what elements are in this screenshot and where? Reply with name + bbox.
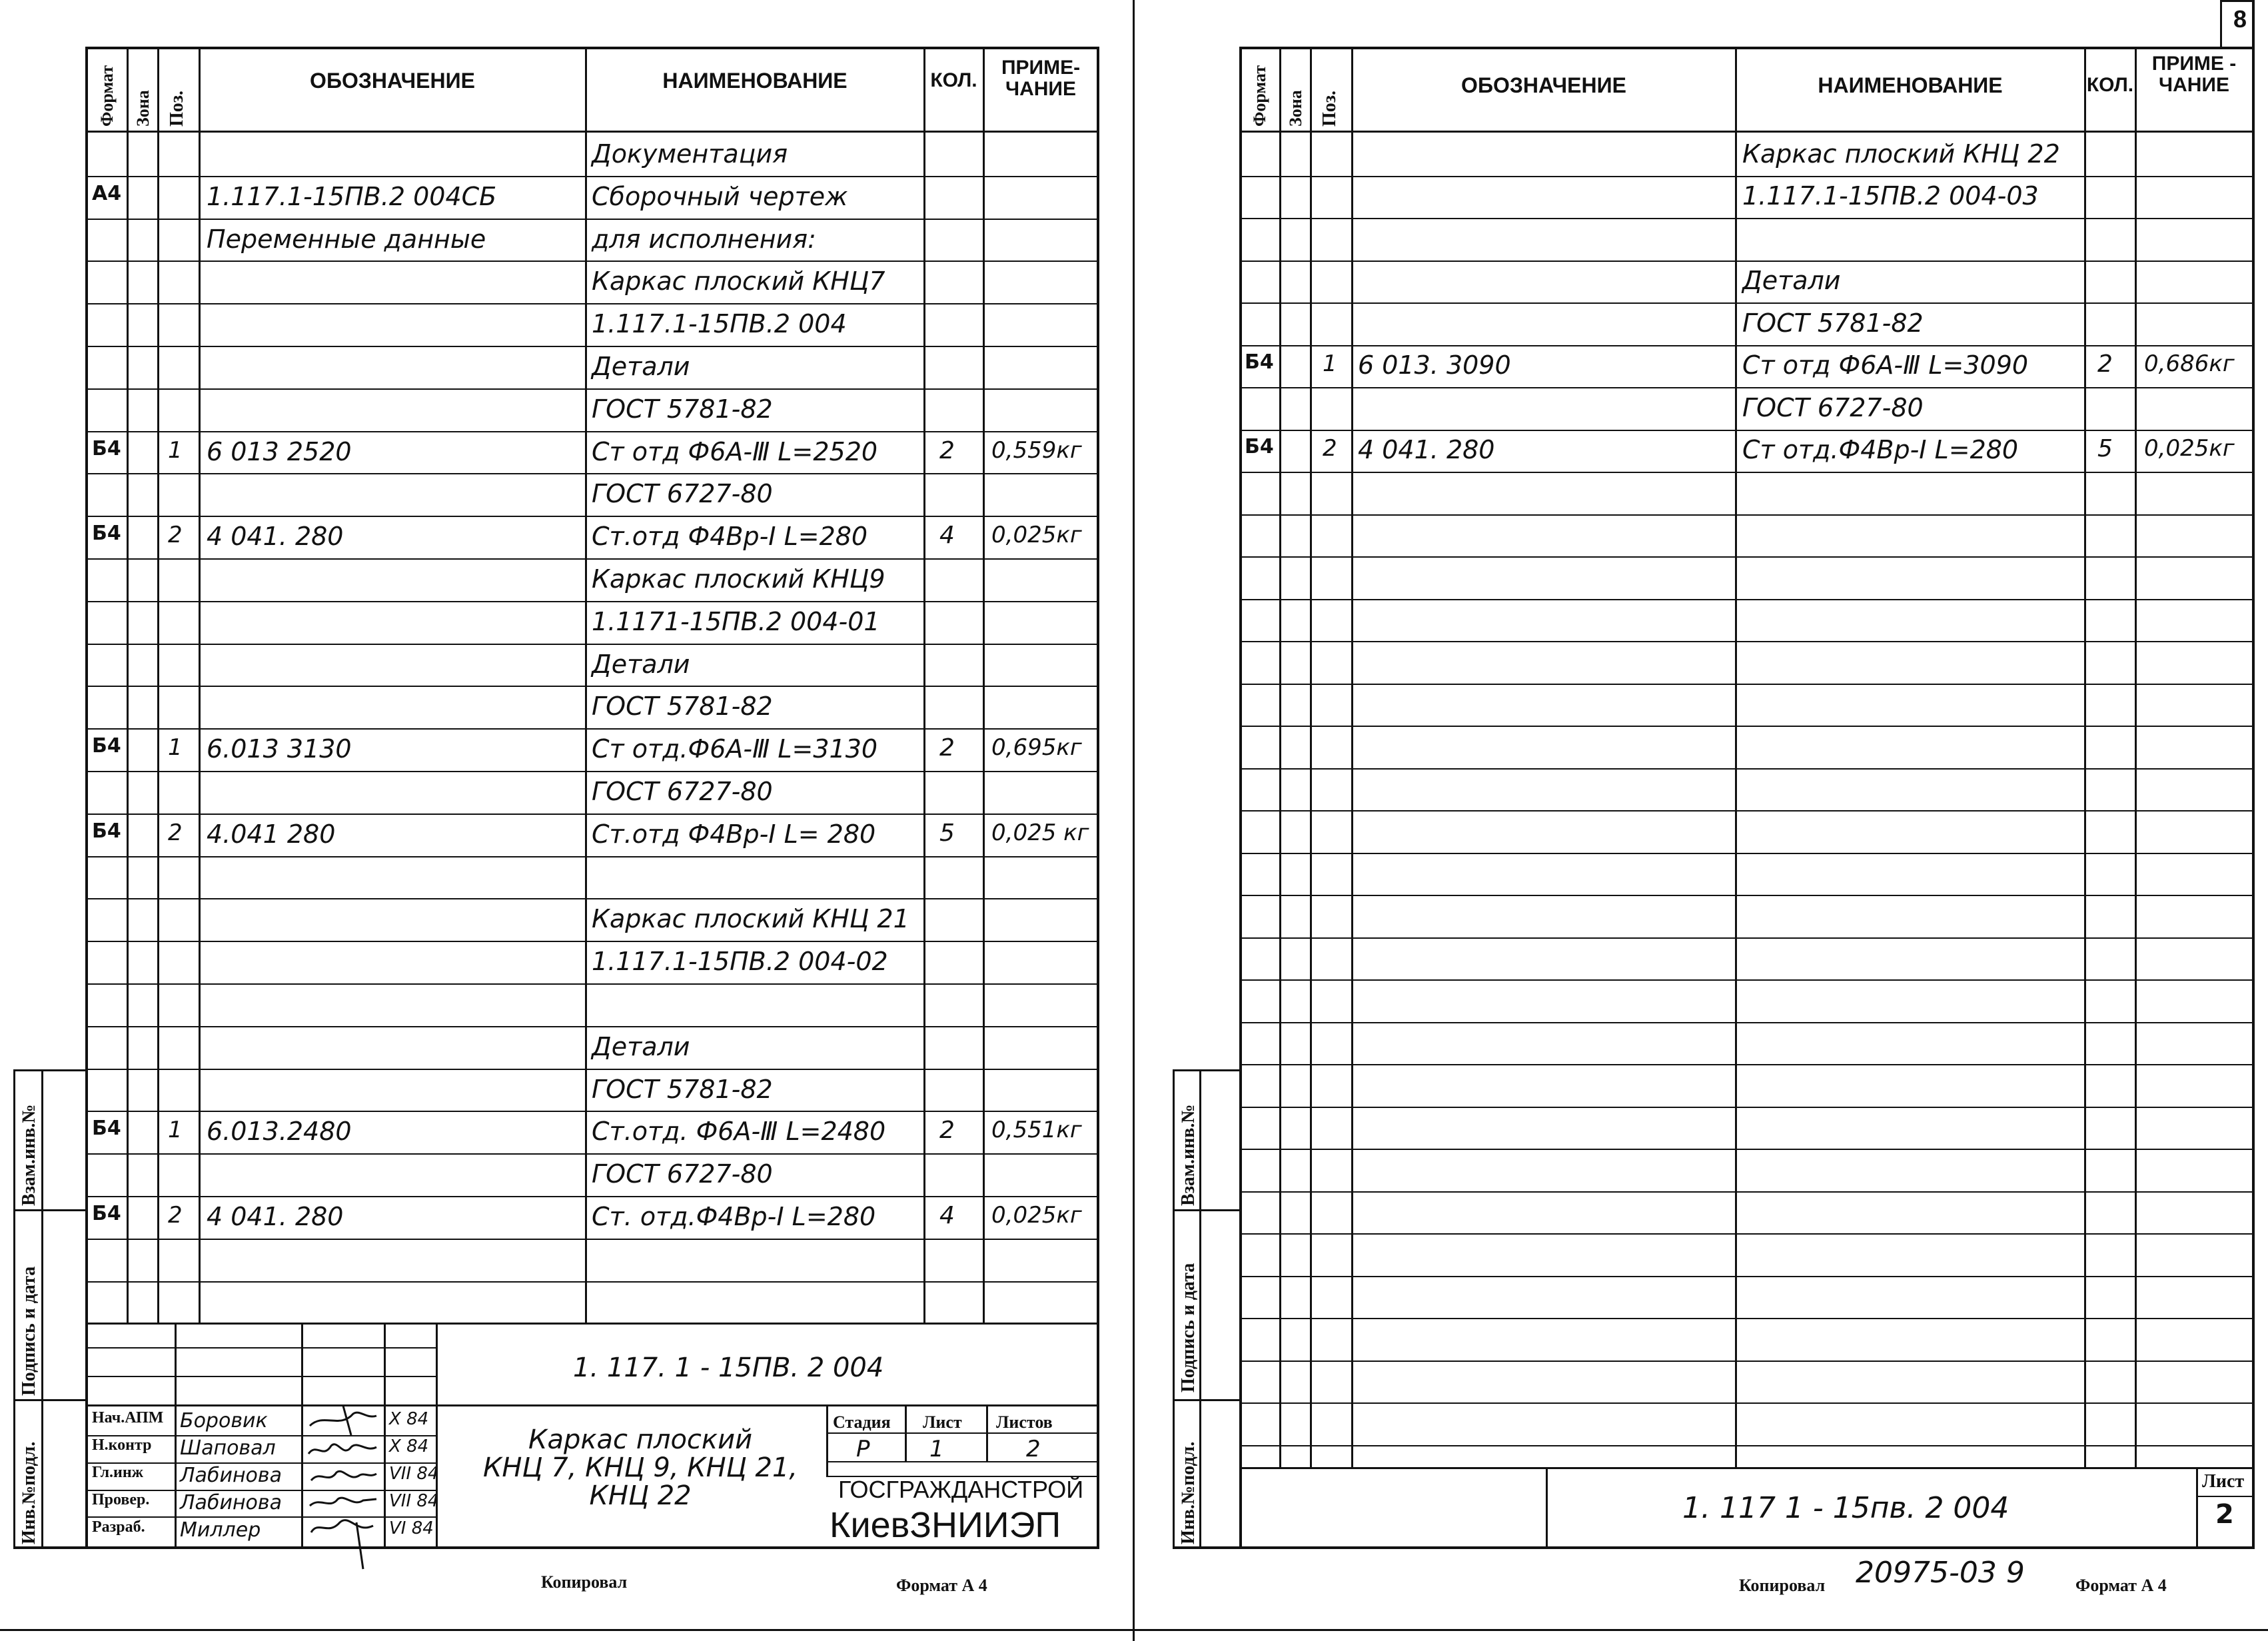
right-row-5-note: 0,686кг [2144, 350, 2235, 378]
right-archive-number: 20975-03 9 [1856, 1556, 2025, 1590]
r-col-pos-header: Поз. [1319, 90, 1340, 127]
approval-1-date: X 84 [389, 1436, 429, 1456]
right-copied: Копировал [1739, 1576, 1826, 1595]
r-col-designation-header: ОБОЗНАЧЕНИЕ [1461, 73, 1626, 97]
left-row-1-name: Сборочный чертеж [592, 181, 848, 211]
left-row-23-name: Ст.отд. Ф6А-Ⅲ L=2480 [592, 1117, 886, 1147]
left-row-24-name: ГОСТ 6727-80 [592, 1159, 773, 1189]
approval-0-name: Боровик [180, 1409, 268, 1432]
stage-label: Стадия [833, 1412, 891, 1432]
approval-0-date: X 84 [389, 1409, 429, 1429]
approval-2-role: Гл.инж [92, 1464, 144, 1481]
page-spine [1133, 0, 1135, 1641]
page-bottom-line [0, 1629, 2268, 1631]
right-row-3-name: Детали [1742, 266, 1841, 296]
r-col-qty-header: КОЛ. [2086, 74, 2134, 96]
left-row-7-qty: 2 [939, 436, 955, 464]
approval-2-date: VII 84 [389, 1464, 439, 1484]
right-row-5-qty: 2 [2097, 350, 2113, 378]
sheets-label: Листов [996, 1412, 1053, 1432]
right-row-7-pos: 2 [1323, 435, 1337, 462]
right-row-7-note: 0,025кг [2144, 435, 2235, 462]
left-stamp-title: Каркас плоский КНЦ 7, КНЦ 9, КНЦ 21, КНЦ 22 [483, 1424, 798, 1511]
right-row-1-name: 1.117.1-15ПВ.2 004-03 [1742, 181, 2039, 211]
sheet-label: Лист [923, 1412, 962, 1432]
org-name-2: КиевЗНИИЭП [830, 1505, 1061, 1545]
left-row-23-format: Б4 [92, 1117, 121, 1141]
left-row-18-name: Каркас плоский КНЦ 21 [592, 904, 909, 934]
col-pos-header: Поз. [167, 90, 187, 127]
right-format: Формат А 4 [2075, 1576, 2167, 1595]
approval-2-name: Лабинова [180, 1464, 282, 1487]
left-row-9-designation: 4 041. 280 [207, 522, 344, 552]
left-row-1-format: А4 [92, 181, 122, 205]
right-sheet-label: Лист [2202, 1471, 2245, 1492]
col-format-header: Формат [97, 65, 117, 127]
col-note-header: ПРИМЕ- ЧАНИЕ [1001, 57, 1081, 100]
left-row-16-format: Б4 [92, 819, 121, 843]
left-row-25-format: Б4 [92, 1201, 121, 1225]
left-copied: Копировал [541, 1572, 628, 1592]
left-row-9-name: Ст.отд Ф4Вр-Ⅰ L=280 [592, 522, 868, 552]
r-swap-inv-label: Взам.инв.№ [1178, 1104, 1199, 1206]
r-col-zone-header: Зона [1286, 90, 1305, 127]
left-row-23-designation: 6.013.2480 [207, 1117, 352, 1147]
left-row-7-designation: 6 013 2520 [207, 436, 352, 466]
left-row-14-designation: 6.013 3130 [207, 734, 352, 764]
page-number: 8 [2233, 5, 2247, 33]
left-row-23-qty: 2 [939, 1117, 955, 1145]
right-row-6-name: ГОСТ 6727-80 [1742, 392, 1924, 422]
col-designation-header: ОБОЗНАЧЕНИЕ [310, 69, 475, 93]
right-row-7-qty: 5 [2097, 435, 2113, 463]
left-row-16-note: 0,025 кг [991, 819, 1089, 846]
stage-value: Р [856, 1436, 870, 1462]
inv-orig-label: Инв.№подл. [19, 1441, 39, 1544]
left-row-7-note: 0,559кг [991, 436, 1082, 464]
left-row-14-pos: 1 [168, 734, 183, 762]
left-row-6-name: ГОСТ 5781-82 [592, 394, 773, 424]
left-row-2-designation: Переменные данные [207, 224, 486, 254]
left-row-5-name: Детали [592, 351, 690, 381]
left-row-12-name: Детали [592, 649, 690, 679]
left-row-23-pos: 1 [168, 1117, 183, 1144]
right-row-5-pos: 1 [1323, 350, 1337, 378]
left-row-9-pos: 2 [168, 522, 183, 549]
left-row-22-name: ГОСТ 5781-82 [592, 1074, 773, 1104]
swap-inv-label: Взам.инв.№ [19, 1104, 39, 1206]
right-stamp-doc-code: 1. 117 1 - 15пв. 2 004 [1682, 1491, 2009, 1525]
left-row-19-name: 1.117.1-15ПВ.2 004-02 [592, 947, 888, 977]
r-sign-date-label: Подпись и дата [1178, 1263, 1199, 1392]
left-row-0-name: Документация [592, 139, 788, 169]
r-inv-orig-label: Инв.№подл. [1178, 1441, 1199, 1544]
left-row-21-name: Детали [592, 1031, 690, 1061]
org-name-1: ГОСГРАЖДАНСТРОЙ [838, 1476, 1084, 1503]
left-row-16-pos: 2 [168, 819, 183, 846]
sign-date-label: Подпись и дата [19, 1266, 39, 1396]
approval-4-role: Разраб. [92, 1518, 145, 1536]
signatures [303, 1406, 386, 1572]
left-stamp-doc-code: 1. 117. 1 - 15ПВ. 2 004 [573, 1353, 884, 1383]
right-row-5-format: Б4 [1245, 350, 1274, 374]
left-row-8-name: ГОСТ 6727-80 [592, 479, 773, 509]
right-row-7-format: Б4 [1245, 435, 1274, 459]
approval-4-name: Миллер [180, 1518, 261, 1542]
right-row-7-name: Ст отд.Ф4Вр-Ⅰ L=280 [1742, 435, 2019, 465]
left-row-1-designation: 1.117.1-15ПВ.2 004СБ [207, 181, 497, 211]
left-row-3-name: Каркас плоский КНЦ7 [592, 267, 885, 296]
right-sheet-value: 2 [2215, 1499, 2234, 1530]
approval-3-role: Провер. [92, 1491, 150, 1508]
sheet-value: 1 [929, 1436, 944, 1462]
approval-4-date: VI 84 [389, 1518, 434, 1538]
r-col-note-header: ПРИМЕ - ЧАНИЕ [2151, 53, 2237, 96]
left-row-9-format: Б4 [92, 522, 121, 546]
left-row-14-format: Б4 [92, 734, 121, 758]
sheets-value: 2 [1026, 1436, 1041, 1462]
col-name-header: НАИМЕНОВАНИЕ [662, 69, 848, 93]
left-format: Формат А 4 [896, 1576, 987, 1595]
left-row-25-qty: 4 [939, 1201, 955, 1229]
left-row-9-note: 0,025кг [991, 522, 1082, 549]
r-col-name-header: НАИМЕНОВАНИЕ [1818, 73, 2003, 97]
left-row-16-name: Ст.отд Ф4Вр-Ⅰ L= 280 [592, 819, 876, 849]
left-row-10-name: Каркас плоский КНЦ9 [592, 564, 885, 594]
left-row-14-name: Ст отд.Ф6А-Ⅲ L=3130 [592, 734, 878, 764]
left-row-11-name: 1.1171-15ПВ.2 004-01 [592, 606, 880, 636]
right-row-0-name: Каркас плоский КНЦ 22 [1742, 139, 2060, 169]
right-row-7-designation: 4 041. 280 [1358, 435, 1495, 465]
left-row-4-name: 1.117.1-15ПВ.2 004 [592, 309, 847, 339]
approval-1-name: Шаповал [180, 1436, 276, 1460]
left-row-7-name: Ст отд Ф6А-Ⅲ L=2520 [592, 436, 878, 466]
left-row-16-qty: 5 [939, 819, 955, 847]
right-row-4-name: ГОСТ 5781-82 [1742, 308, 1924, 338]
left-row-2-name: для исполнения: [592, 224, 816, 254]
left-row-7-format: Б4 [92, 436, 121, 460]
r-col-format-header: Формат [1250, 65, 1269, 127]
left-row-9-qty: 4 [939, 522, 955, 550]
left-row-15-name: ГОСТ 6727-80 [592, 776, 773, 806]
left-row-7-pos: 1 [168, 436, 183, 464]
left-row-14-note: 0,695кг [991, 734, 1082, 762]
approval-0-role: Нач.АПМ [92, 1409, 164, 1426]
approval-3-date: VII 84 [389, 1491, 439, 1511]
col-qty-header: КОЛ. [930, 69, 977, 91]
right-row-5-name: Ст отд Ф6А-Ⅲ L=3090 [1742, 350, 2029, 380]
left-row-25-designation: 4 041. 280 [207, 1201, 344, 1231]
approval-1-role: Н.контр [92, 1436, 152, 1454]
left-row-16-designation: 4.041 280 [207, 819, 336, 849]
left-row-25-pos: 2 [168, 1201, 183, 1229]
left-row-23-note: 0,551кг [991, 1117, 1082, 1144]
left-row-13-name: ГОСТ 5781-82 [592, 692, 773, 722]
col-zone-header: Зона [133, 90, 153, 127]
left-row-25-name: Ст. отд.Ф4Вр-Ⅰ L=280 [592, 1201, 876, 1231]
left-row-14-qty: 2 [939, 734, 955, 762]
right-row-5-designation: 6 013. 3090 [1358, 350, 1511, 380]
approval-3-name: Лабинова [180, 1491, 282, 1514]
left-row-25-note: 0,025кг [991, 1201, 1082, 1229]
